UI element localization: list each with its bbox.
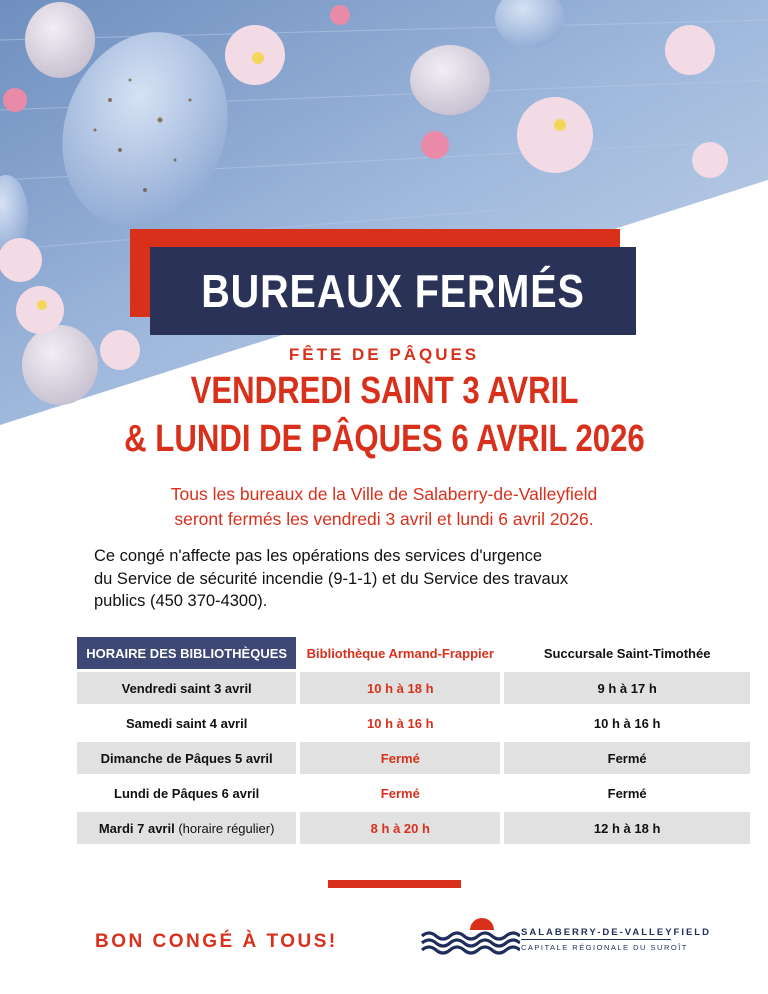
row-timothee-hours: Fermé	[607, 785, 647, 801]
logo-city-name: SALABERRY-DE-VALLEYFIELD	[521, 927, 711, 938]
emergency-notice-line-3: publics (450 370-4300).	[94, 592, 268, 610]
table-row	[77, 742, 750, 774]
table-row	[77, 812, 750, 844]
logo-divider	[521, 939, 671, 940]
separator-bar	[328, 880, 461, 888]
row-day: Lundi de Pâques 6 avril	[114, 785, 260, 801]
library-hours-table	[73, 634, 754, 847]
closure-notice	[0, 482, 768, 532]
closure-notice-line-2: seront fermés les vendredi 3 avril et lundi 6 avril 2026.	[174, 509, 594, 529]
row-armand-hours: 10 h à 18 h	[300, 672, 500, 704]
row-day: Samedi saint 4 avril	[125, 715, 248, 731]
table-row	[77, 777, 750, 809]
title-banner	[150, 247, 636, 335]
row-day: Dimanche de Pâques 5 avril	[77, 742, 296, 774]
row-day: Mardi 7 avril	[98, 820, 175, 836]
closure-notice-line-1: Tous les bureaux de la Ville de Salaberry-de-Valleyfield	[170, 484, 598, 504]
hero-easter-photo	[0, 0, 768, 430]
table-row	[77, 672, 750, 704]
row-armand-hours: Fermé	[380, 785, 420, 801]
emergency-notice-line-2: du Service de sécurité incendie (9-1-1) et du Service des travaux	[94, 569, 569, 588]
page-title: BUREAUX FERMÉS	[201, 265, 585, 317]
header-library-hours: HORAIRE DES BIBLIOTHÈQUES	[77, 637, 296, 669]
row-armand-hours: Fermé	[300, 742, 500, 774]
headline-line-1: VENDREDI SAINT 3 AVRIL	[190, 370, 578, 412]
table-row	[77, 707, 750, 739]
table-header-row	[77, 637, 750, 669]
header-armand-frappier: Bibliothèque Armand-Frappier	[306, 645, 494, 661]
emergency-services-notice	[94, 545, 694, 613]
row-day: Vendredi saint 3 avril	[77, 672, 296, 704]
row-armand-hours: 10 h à 16 h	[367, 715, 434, 731]
occasion-subtitle: FÊTE DE PÂQUES	[288, 345, 480, 364]
closing-message: BON CONGÉ À TOUS!	[95, 931, 338, 952]
headline-line-2: & LUNDI DE PÂQUES 6 AVRIL 2026	[123, 418, 645, 460]
row-timothee-hours: 10 h à 16 h	[593, 715, 661, 731]
row-timothee-hours: Fermé	[504, 742, 750, 774]
row-timothee-hours: 9 h à 17 h	[504, 672, 750, 704]
row-day-cell	[77, 812, 296, 844]
row-armand-hours: 8 h à 20 h	[300, 812, 500, 844]
header-saint-timothee: Succursale Saint-Timothée	[543, 645, 711, 661]
row-timothee-hours: 12 h à 18 h	[504, 812, 750, 844]
logo-tagline: CAPITALE RÉGIONALE DU SUROÎT	[521, 943, 688, 952]
emergency-notice-line-1: Ce congé n'affecte pas les opérations des services d'urgence	[94, 547, 543, 565]
row-day-note: (horaire régulier)	[178, 820, 275, 836]
waves-sun-icon	[420, 912, 520, 962]
